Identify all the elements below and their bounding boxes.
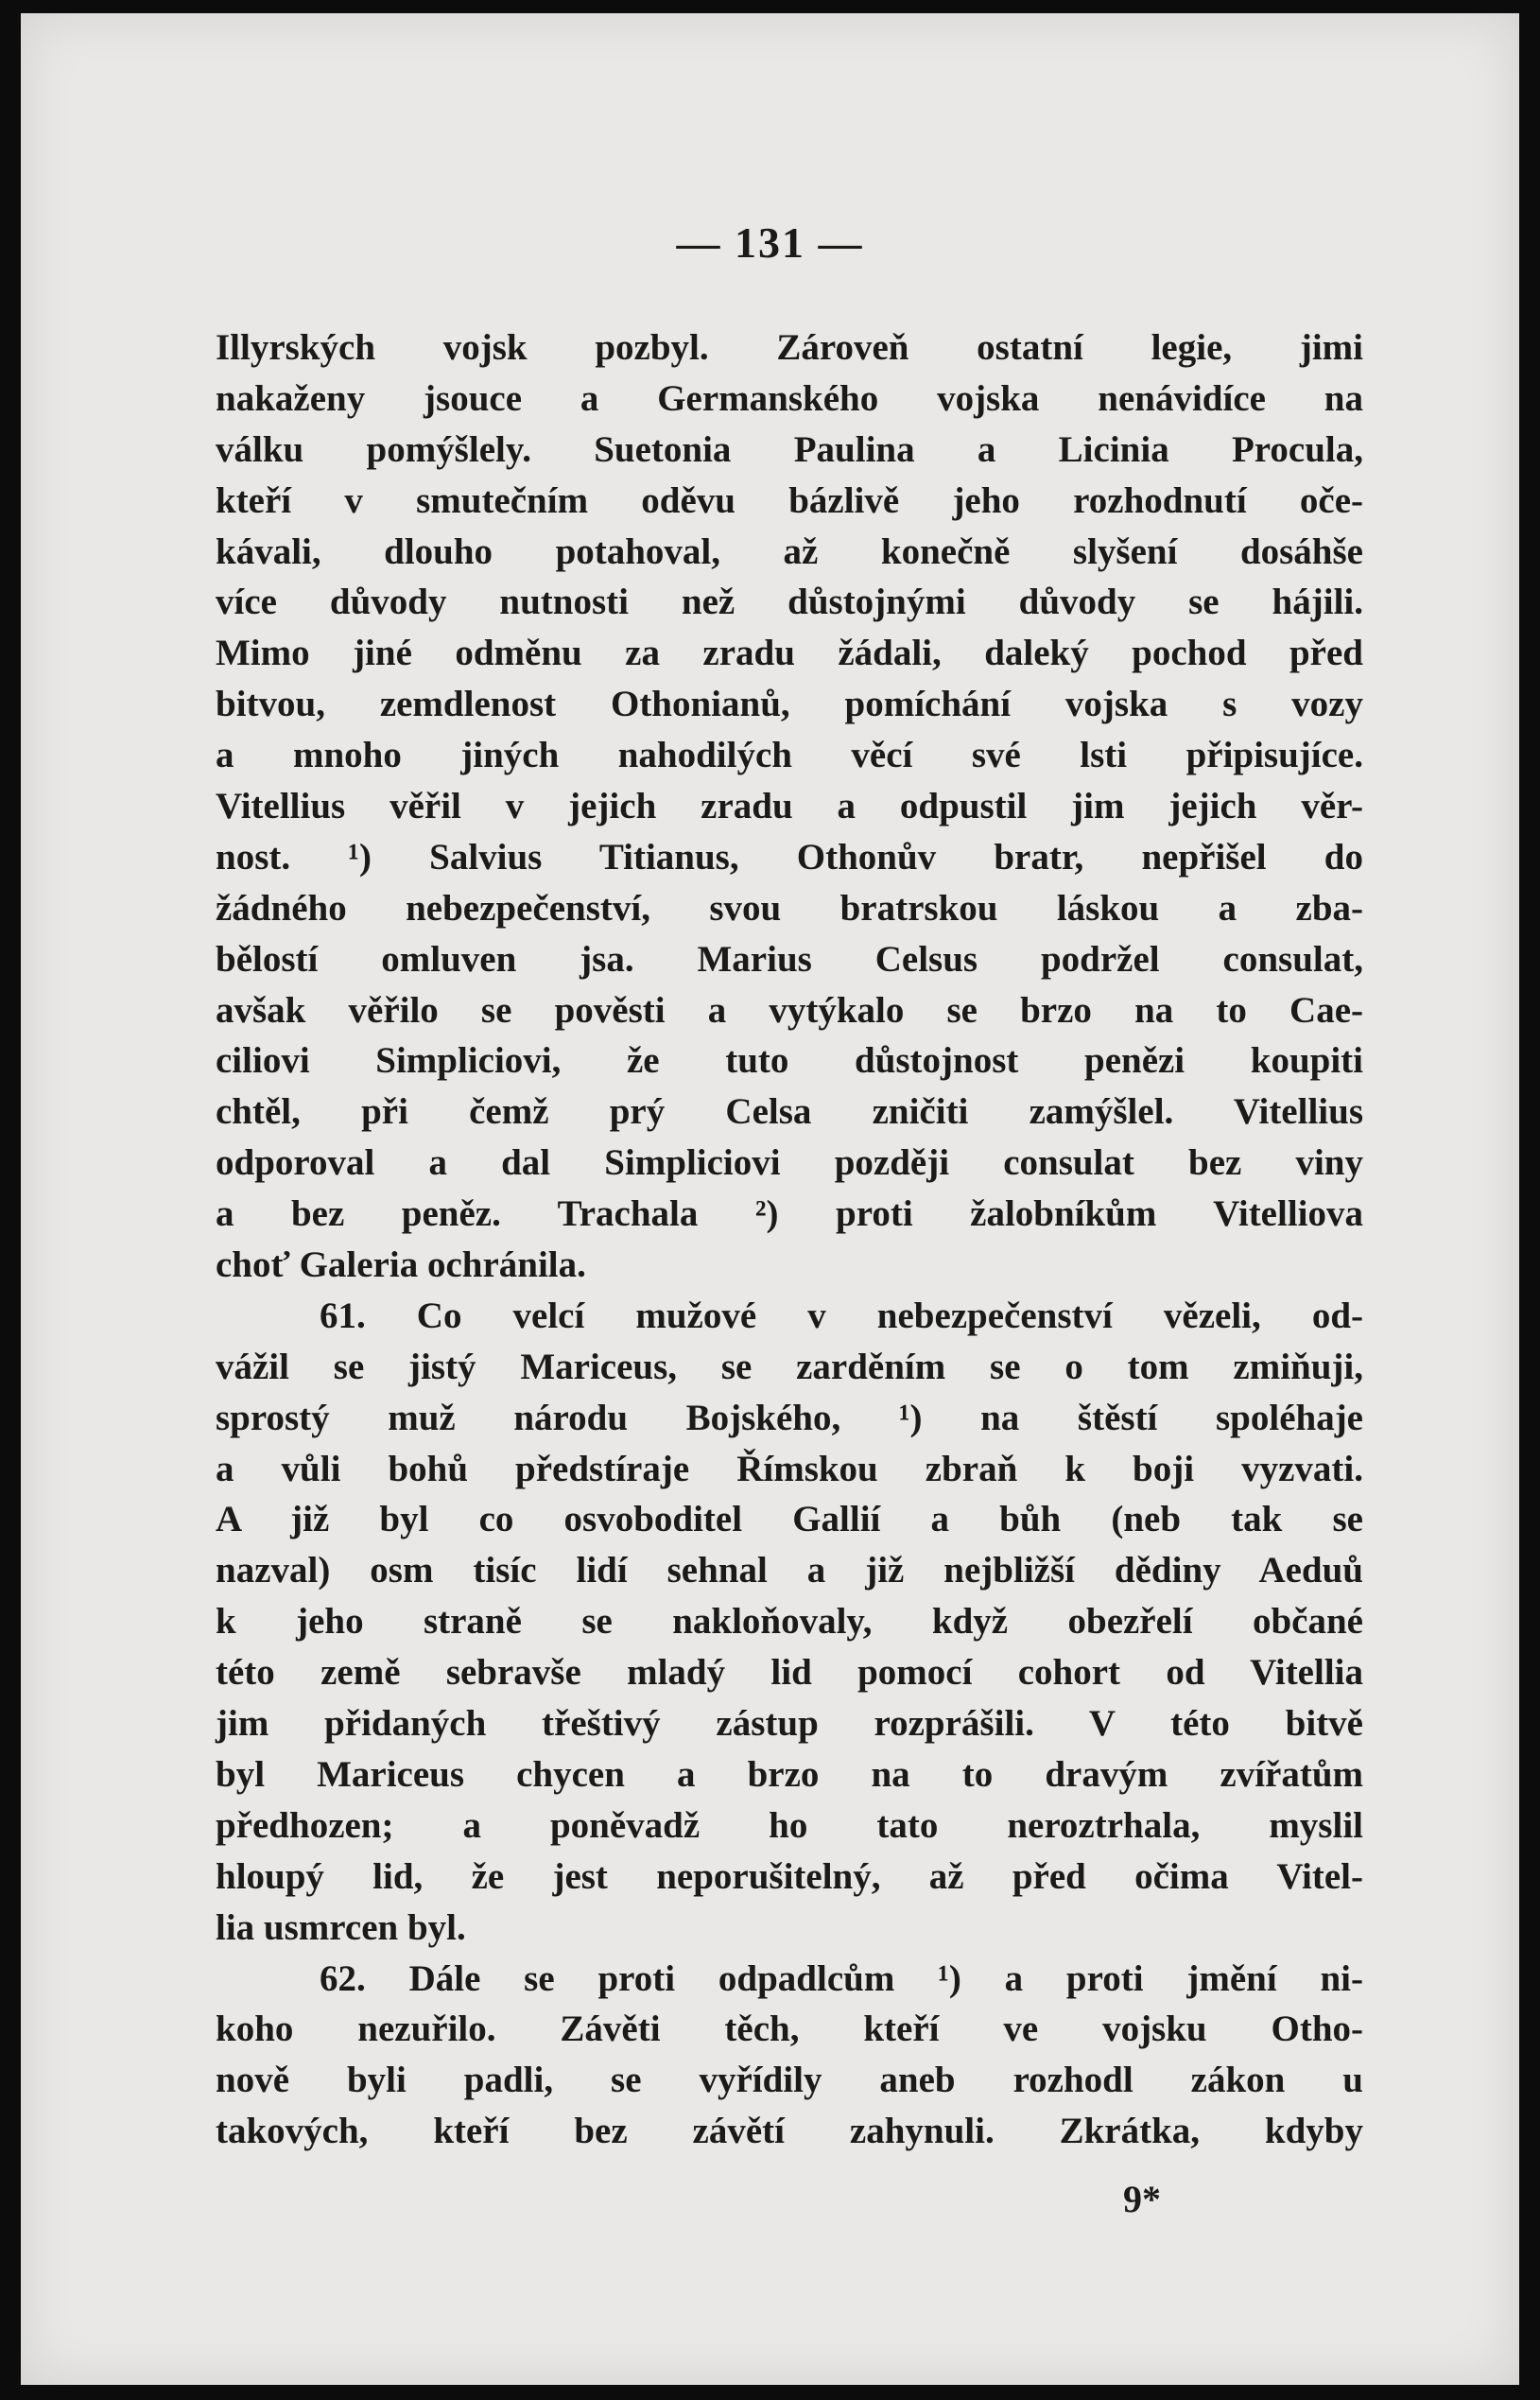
text-line: žádného nebezpečenství, svou bratrskou láskou a zba-	[216, 887, 1363, 929]
text-line: Vitellius věřil v jejich zradu a odpustil jim jejich věr-	[216, 786, 1363, 827]
text-line: k jeho straně se nakloňovaly, když obezřelí občané	[216, 1601, 1363, 1643]
page-number: — 131 —	[676, 218, 864, 267]
text-line: válku pomýšlely. Suetonia Paulina a Licinia Procula,	[216, 428, 1363, 470]
text-line: byl Mariceus chycen a brzo na to dravým zvířatům	[216, 1753, 1363, 1795]
text-line: a bez peněz. Trachala ²) proti žalobníkům Vitelliova	[216, 1193, 1363, 1235]
text-line: nakaženy jsouce a Germanského vojska nenávidíce na	[216, 377, 1363, 419]
text-line: sprostý muž národu Bojského, ¹) na štěstí spoléhaje	[216, 1397, 1363, 1438]
text-line: Illyrských vojsk pozbyl. Zároveň ostatní legie, jimi	[216, 327, 1363, 368]
text-line: 61. Co velcí mužové v nebezpečenství vězeli, od-	[320, 1295, 1363, 1336]
text-line: nazval) osm tisíc lidí sehnal a již nejbližší dědiny Aeduů	[216, 1550, 1363, 1591]
text-line: takových, kteří bez závětí zahynuli. Zkrátka, kdyby	[216, 2111, 1363, 2152]
text-line: chtěl, při čemž prý Celsa zničiti zamýšlel. Vitellius	[216, 1091, 1363, 1133]
signature-mark: 9*	[1123, 2178, 1161, 2220]
text-line: jim přidaných třeštivý zástup rozprášili. V této bitvě	[216, 1703, 1363, 1745]
text-line: lia usmrcen byl.	[216, 1906, 466, 1948]
text-line: více důvody nutnosti než důstojnými důvody se hájili.	[216, 582, 1363, 623]
text-line: bitvou, zemdlenost Othonianů, pomíchání vojska s vozy	[216, 684, 1363, 725]
text-line: kteří v smutečním oděvu bázlivě jeho rozhodnutí oče-	[216, 479, 1363, 521]
text-line: avšak věřilo se pověsti a vytýkalo se brzo na to Cae-	[216, 989, 1363, 1031]
text-line: choť Galeria ochránila.	[216, 1244, 586, 1286]
text-line: nost. ¹) Salvius Titianus, Othonův bratr, nepřišel do	[216, 836, 1363, 878]
text-line: hloupý lid, že jest neporušitelný, až před očima Vitel-	[216, 1855, 1363, 1897]
text-line: bělostí omluven jsa. Marius Celsus podržel consulat,	[216, 938, 1363, 980]
text-line: a vůli bohů předstíraje Římskou zbraň k boji vyzvati.	[216, 1448, 1363, 1489]
text-line: nově byli padli, se vyřídily aneb rozhodl zákon u	[216, 2060, 1363, 2101]
text-line: koho nezuřilo. Závěti těch, kteří ve vojsku Otho-	[216, 2009, 1363, 2050]
book-page	[21, 13, 1519, 2385]
text-body	[216, 322, 1363, 2157]
text-line: vážil se jistý Mariceus, se zarděním se o tom zmiňuji,	[216, 1346, 1363, 1387]
text-line: této země sebravše mladý lid pomocí cohort od Vitellia	[216, 1652, 1363, 1694]
text-line: Mimo jiné odměnu za zradu žádali, daleký pochod před	[216, 633, 1363, 674]
text-line: předhozen; a poněvadž ho tato neroztrhala, myslil	[216, 1804, 1363, 1846]
text-line: A již byl co osvoboditel Gallií a bůh (neb tak se	[216, 1499, 1363, 1540]
text-line: 62. Dále se proti odpadlcům ¹) a proti jmění ni-	[320, 1957, 1363, 1999]
text-line: ciliovi Simpliciovi, že tuto důstojnost penězi koupiti	[216, 1040, 1363, 1082]
text-line: a mnoho jiných nahodilých věcí své lsti připisujíce.	[216, 735, 1363, 776]
text-line: odporoval a dal Simpliciovi později consulat bez viny	[216, 1142, 1363, 1184]
text-line: kávali, dlouho potahoval, až konečně slyšení dosáhše	[216, 530, 1363, 572]
